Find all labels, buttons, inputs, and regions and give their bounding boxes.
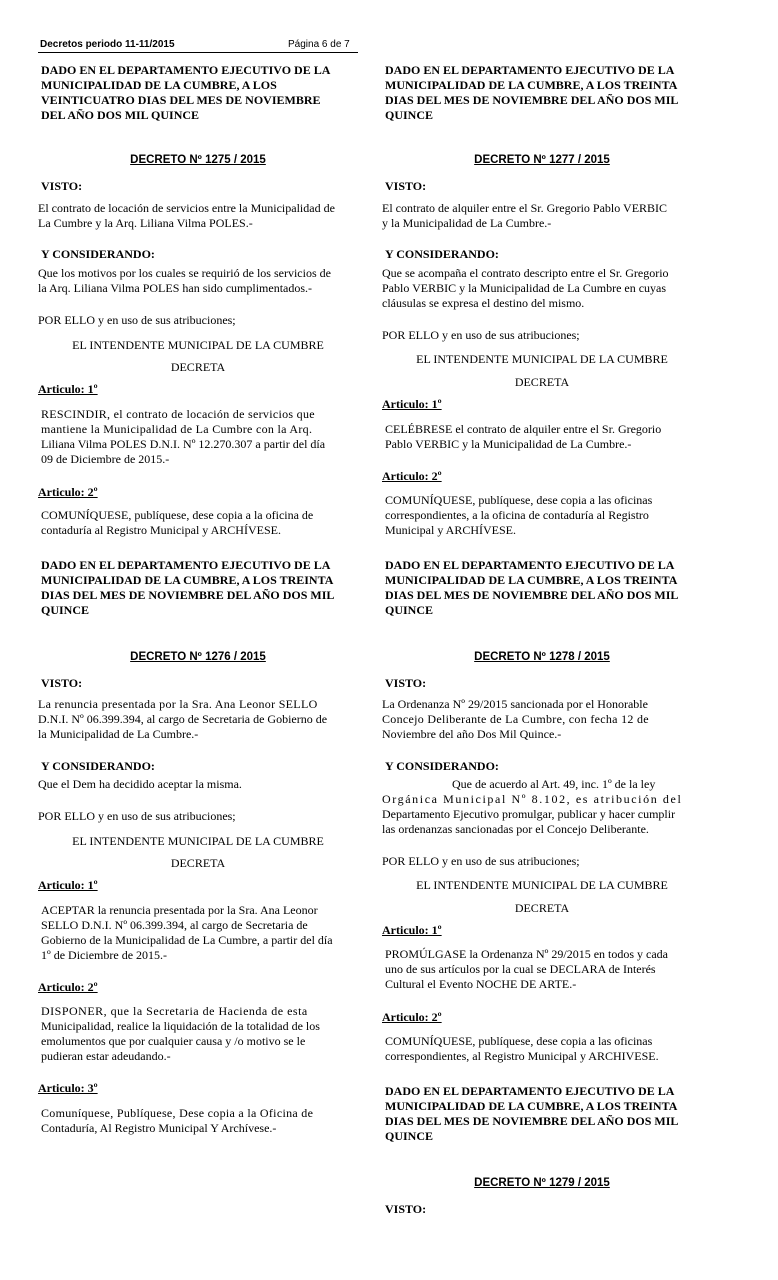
decree-1276-article-3-line: Contaduría, Al Registro Municipal Y Archívese.- — [41, 1121, 277, 1135]
decree-1277-considerando: Y CONSIDERANDO: — [385, 247, 499, 261]
decree-1275-considerando-line: la Arq. Liliana Vilma POLES han sido cumplimentados.- — [38, 281, 313, 295]
document-header-title: Decretos periodo 11-11/2015 — [40, 39, 175, 50]
decree-1276-decreta: DECRETA — [170, 856, 226, 870]
decree-1278-visto: VISTO: — [385, 676, 427, 690]
decree-1278-intendente: EL INTENDENTE MUNICIPAL DE LA CUMBRE — [416, 878, 668, 892]
decree-1275-visto-line: El contrato de locación de servicios entre la Municipalidad de — [38, 201, 335, 215]
decree-1277-closing-line: QUINCE — [385, 603, 434, 617]
decree-1277-article-1-heading: Articulo: 1º — [382, 397, 442, 411]
decree-1276-article-1-line: 1º de Diciembre de 2015.- — [41, 948, 168, 962]
decree-1276-article-1-line: SELLO D.N.I. Nº 06.399.394, al cargo de Secretaria de — [41, 918, 308, 932]
decree-1275-article-2-line: COMUNÍQUESE, publíquese, dese copia a la oficina de — [41, 508, 314, 522]
decree-1275-closing-line: MUNICIPALIDAD DE LA CUMBRE, A LOS TREINTA — [41, 573, 334, 587]
decree-1276-considerando-line: Que el Dem ha decidido aceptar la misma. — [38, 777, 242, 791]
decree-1278-article-1-line: PROMÚLGASE la Ordenanza Nº 29/2015 en todos y cada — [385, 947, 669, 961]
decree-1278-title: DECRETO Nº 1278 / 2015 — [474, 651, 610, 663]
closing-top-left-1: DADO EN EL DEPARTAMENTO EJECUTIVO DE LA — [41, 63, 331, 77]
decree-1277-considerando-line: cláusulas se expresa el destino del mismo. — [382, 296, 585, 310]
decree-1278-article-1-heading: Articulo: 1º — [382, 923, 442, 937]
decree-1278-considerando-line: Orgánica Municipal Nº 8.102, es atribución del — [382, 792, 683, 806]
decree-1277-considerando-line: Pablo VERBIC y la Municipalidad de La Cumbre en cuyas — [382, 281, 667, 295]
decree-1278-visto-line: Concejo Deliberante de La Cumbre, con fecha 12 de — [382, 712, 649, 726]
decree-1275-closing-line: QUINCE — [41, 603, 90, 617]
decree-1275-intendente: EL INTENDENTE MUNICIPAL DE LA CUMBRE — [72, 338, 324, 352]
decree-1278-article-2-heading: Articulo: 2º — [382, 1010, 442, 1024]
decree-1275-closing-line: DADO EN EL DEPARTAMENTO EJECUTIVO DE LA — [41, 558, 331, 572]
decree-1278-article-1-line: uno de sus artículos por la cual se DECLARA de Interés — [385, 962, 656, 976]
decree-1275-article-1-line: 09 de Diciembre de 2015.- — [41, 452, 170, 466]
decree-1275-closing-line: DIAS DEL MES DE NOVIEMBRE DEL AÑO DOS MIL — [41, 588, 335, 602]
decree-1276-intendente: EL INTENDENTE MUNICIPAL DE LA CUMBRE — [72, 834, 324, 848]
decree-1275-por-ello: POR ELLO y en uso de sus atribuciones; — [38, 313, 236, 327]
decree-1278-visto-line: La Ordenanza Nº 29/2015 sancionada por el Honorable — [382, 697, 648, 711]
decree-1277-article-2-line: Municipal y ARCHÍVESE. — [385, 523, 516, 537]
decree-1277-decreta: DECRETA — [514, 375, 570, 389]
decree-1279-visto: VISTO: — [385, 1202, 427, 1216]
decree-1277-visto-line: El contrato de alquiler entre el Sr. Gregorio Pablo VERBIC — [382, 201, 668, 215]
decree-1277-por-ello: POR ELLO y en uso de sus atribuciones; — [382, 328, 580, 342]
decree-1275-considerando-line: Que los motivos por los cuales se requirió de los servicios de — [38, 266, 331, 280]
closing-top-left-4: DEL AÑO DOS MIL QUINCE — [41, 108, 200, 122]
decree-1278-decreta: DECRETA — [514, 901, 570, 915]
decree-1275-article-2-heading: Articulo: 2º — [38, 485, 98, 499]
decree-1276-visto-line: D.N.I. Nº 06.399.394, al cargo de Secretaria de Gobierno de — [38, 712, 328, 726]
decree-1277-closing-line: MUNICIPALIDAD DE LA CUMBRE, A LOS TREINTA — [385, 573, 678, 587]
decree-1278-article-2-line: correspondientes, al Registro Municipal y ARCHIVESE. — [385, 1049, 659, 1063]
decree-1276-visto-line: La renuncia presentada por la Sra. Ana Leonor SELLO — [38, 697, 318, 711]
decree-1278-closing-line: QUINCE — [385, 1129, 434, 1143]
decree-1276-article-2-line: pudieran estar adeudando.- — [41, 1049, 171, 1063]
decree-1278-closing-line: DIAS DEL MES DE NOVIEMBRE DEL AÑO DOS MIL — [385, 1114, 679, 1128]
decree-1277-title: DECRETO Nº 1277 / 2015 — [474, 154, 610, 166]
decree-1277-closing-line: DADO EN EL DEPARTAMENTO EJECUTIVO DE LA — [385, 558, 675, 572]
decree-1279-title: DECRETO Nº 1279 / 2015 — [474, 1177, 610, 1189]
decree-1275-decreta: DECRETA — [170, 360, 226, 374]
decree-1276-visto: VISTO: — [41, 676, 83, 690]
closing-top-left-3: VEINTICUATRO DIAS DEL MES DE NOVIEMBRE — [41, 93, 321, 107]
decree-1277-article-1-line: CELÉBRESE el contrato de alquiler entre el Sr. Gregorio — [385, 422, 662, 436]
decree-1277-article-2-heading: Articulo: 2º — [382, 469, 442, 483]
decree-1277-considerando-line: Que se acompaña el contrato descripto entre el Sr. Gregorio — [382, 266, 669, 280]
decree-1276-article-2-line: DISPONER, que la Secretaria de Hacienda de esta — [41, 1004, 308, 1018]
page-number: Página 6 de 7 — [288, 39, 350, 50]
decree-1277-closing-line: DIAS DEL MES DE NOVIEMBRE DEL AÑO DOS MIL — [385, 588, 679, 602]
closing-top-right-2: MUNICIPALIDAD DE LA CUMBRE, A LOS TREINTA — [385, 78, 678, 92]
decree-1275-visto-line: La Cumbre y la Arq. Liliana Vilma POLES.- — [38, 216, 253, 230]
decree-1275-article-1-heading: Articulo: 1º — [38, 382, 98, 396]
decree-1278-visto-line: Noviembre del año Dos Mil Quince.- — [382, 727, 562, 741]
decree-1277-article-2-line: correspondientes, a la oficina de contaduría al Registro — [385, 508, 649, 522]
decree-1278-closing-line: DADO EN EL DEPARTAMENTO EJECUTIVO DE LA — [385, 1084, 675, 1098]
left-column — [38, 60, 358, 1260]
decree-1278-considerando-line: las ordenanzas sancionadas por el Concejo Deliberante. — [382, 822, 649, 836]
decree-1276-visto-line: la Municipalidad de La Cumbre.- — [38, 727, 199, 741]
decree-1277-article-2-line: COMUNÍQUESE, publíquese, dese copia a las oficinas — [385, 493, 653, 507]
decree-1276-title: DECRETO Nº 1276 / 2015 — [130, 651, 266, 663]
closing-top-right-1: DADO EN EL DEPARTAMENTO EJECUTIVO DE LA — [385, 63, 675, 77]
decree-1276-considerando: Y CONSIDERANDO: — [41, 759, 155, 773]
decree-1278-considerando-line: Que de acuerdo al Art. 49, inc. 1º de la ley — [452, 777, 656, 791]
closing-top-right-3: DIAS DEL MES DE NOVIEMBRE DEL AÑO DOS MIL — [385, 93, 679, 107]
decree-1275-article-1-line: mantiene la Municipalidad de La Cumbre con la Arq. — [41, 422, 313, 436]
decree-1277-visto: VISTO: — [385, 179, 427, 193]
header-rule — [38, 52, 358, 53]
decree-1276-article-2-heading: Articulo: 2º — [38, 980, 98, 994]
decree-1275-article-1-line: RESCINDIR, el contrato de locación de servicios que — [41, 407, 315, 421]
decree-1275-article-2-line: contaduría al Registro Municipal y ARCHÍVESE. — [41, 523, 281, 537]
closing-top-left-2: MUNICIPALIDAD DE LA CUMBRE, A LOS — [41, 78, 277, 92]
right-column — [382, 60, 702, 1260]
decree-1278-article-1-line: Cultural el Evento NOCHE DE ARTE.- — [385, 977, 577, 991]
decree-1276-article-1-line: Gobierno de la Municipalidad de La Cumbre, a partir del día — [41, 933, 333, 947]
decree-1278-article-2-line: COMUNÍQUESE, publíquese, dese copia a las oficinas — [385, 1034, 653, 1048]
decree-1276-article-1-heading: Articulo: 1º — [38, 878, 98, 892]
decree-1275-title: DECRETO Nº 1275 / 2015 — [130, 154, 266, 166]
decree-1278-closing-line: MUNICIPALIDAD DE LA CUMBRE, A LOS TREINTA — [385, 1099, 678, 1113]
decree-1276-article-2-line: Municipalidad, realice la liquidación de la totalidad de los — [41, 1019, 320, 1033]
decree-1278-considerando-line: Departamento Ejecutivo promulgar, publicar y hacer cumplir — [382, 807, 676, 821]
decree-1276-article-3-heading: Articulo: 3º — [38, 1081, 98, 1095]
decree-1278-por-ello: POR ELLO y en uso de sus atribuciones; — [382, 854, 580, 868]
decree-1275-considerando: Y CONSIDERANDO: — [41, 247, 155, 261]
decree-1275-article-1-line: Liliana Vilma POLES D.N.I. Nº 12.270.307 a partir del día — [41, 437, 326, 451]
decree-1275-visto: VISTO: — [41, 179, 83, 193]
decree-1277-intendente: EL INTENDENTE MUNICIPAL DE LA CUMBRE — [416, 352, 668, 366]
decree-1276-article-3-line: Comuníquese, Publíquese, Dese copia a la Oficina de — [41, 1106, 314, 1120]
decree-1278-considerando: Y CONSIDERANDO: — [385, 759, 499, 773]
decree-1276-article-1-line: ACEPTAR la renuncia presentada por la Sra. Ana Leonor — [41, 903, 318, 917]
closing-top-right-4: QUINCE — [385, 108, 434, 122]
decree-1276-article-2-line: emolumentos que por cualquier causa y /o motivo se le — [41, 1034, 306, 1048]
decree-1277-visto-line: y la Municipalidad de La Cumbre.- — [382, 216, 552, 230]
decree-1276-por-ello: POR ELLO y en uso de sus atribuciones; — [38, 809, 236, 823]
decree-1277-article-1-line: Pablo VERBIC y la Municipalidad de La Cumbre.- — [385, 437, 632, 451]
